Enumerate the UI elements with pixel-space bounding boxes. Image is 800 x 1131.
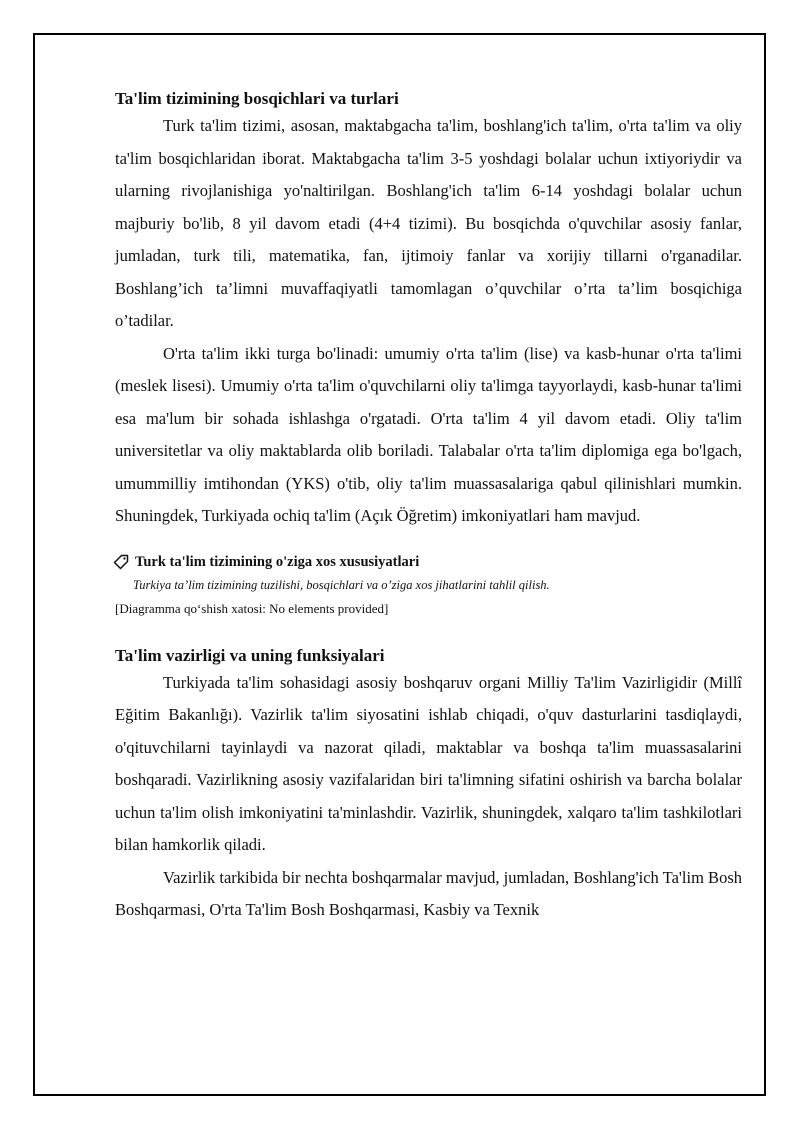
document-content bbox=[115, 88, 742, 927]
features-title-row bbox=[115, 551, 742, 573]
section-heading-ministry: Ta'lim vazirligi va uning funksiyalari bbox=[115, 645, 385, 665]
paragraph-ministry-2: Vazirlik tarkibida bir nechta boshqarmalar mavjud, jumladan, Boshlang'ich Ta'lim Bosh Boshqarmasi, O'rta Ta'lim Bosh Boshqarmasi, Kasbiy va Texnik bbox=[115, 867, 742, 919]
features-block bbox=[115, 551, 742, 619]
diagram-error-message: [Diagramma qo‘shish xatosi: No elements provided] bbox=[115, 600, 389, 616]
paragraph-ministry-1: Turkiyada ta'lim sohasidagi asosiy boshqaruv organi Milliy Ta'lim Vazirligidir (Millî Eğitim Bakanlığı). Vazirlik ta'lim siyosatini ishlab chiqadi, o'quv dasturlarini tasdiqlaydi, o'qituvchilarni tayinlaydi va nazorat qiladi, maktablar va boshqa ta'lim muassasalarini boshqaradi. Vazirlikning asosiy vazifalaridan biri ta'limning sifatini oshirish va barcha bolalar uchun ta'lim olish imkoniyatini ta'minlashdir. Vazirlik, shuningdek, xalqaro ta'lim tashkilotlari bilan hamkorlik qiladi. bbox=[115, 672, 742, 854]
features-subtitle: Turkiya ta’lim tizimining tuzilishi, bosqichlari va o’ziga xos jihatlarini tahlil qilish. bbox=[133, 577, 550, 592]
section-heading-stages: Ta'lim tizimining bosqichlari va turlari bbox=[115, 89, 399, 108]
paragraph-stages-2: O'rta ta'lim ikki turga bo'linadi: umumiy o'rta ta'lim (lise) va kasb-hunar o'rta ta'limi (meslek lisesi). Umumiy o'rta ta'lim o'quvchilarni oliy ta'limga tayyorlaydi, kasb-hunar ta'limi esa ma'lum bir sohada ishlashga o'rgatadi. O'rta ta'lim 4 yil davom etadi. Oliy ta'lim universitetlar va oliy maktablarda olib boriladi. Talabalar o'rta ta'lim diplomiga ega bo'lgach, umummilliy imtihondan (YKS) o'tib, oliy ta'lim muassasalariga qabul qilinishlari mumkin. Shuningdek, Turkiyada ochiq ta'lim (Açık Öğretim) imkoniyatlari ham mavjud. bbox=[115, 343, 742, 525]
tag-icon bbox=[113, 554, 129, 570]
features-title: Turk ta'lim tizimining o'ziga xos xususiyatlari bbox=[135, 553, 420, 570]
paragraph-stages-1: Turk ta'lim tizimi, asosan, maktabgacha ta'lim, boshlang'ich ta'lim, o'rta ta'lim va oliy ta'lim bosqichlaridan iborat. Maktabgacha ta'lim 3-5 yoshdagi bolalar uchun ixtiyoriydir va ularning rivojlanishiga yo'naltirilgan. Boshlang'ich ta'lim 6-14 yoshdagi bolalar uchun majburiy bo'lib, 8 yil davom etadi (4+4 tizimi). Bu bosqichda o'quvchilar asosiy fanlar, jumladan, turk tili, matematika, fan, ijtimoiy fanlar va xorijiy tillarni o'rganadilar. Boshlang’ich ta’limni muvaffaqiyatli tamomlagan o’quvchilar o’rta ta’lim bosqichiga o’tadilar. bbox=[115, 116, 742, 330]
